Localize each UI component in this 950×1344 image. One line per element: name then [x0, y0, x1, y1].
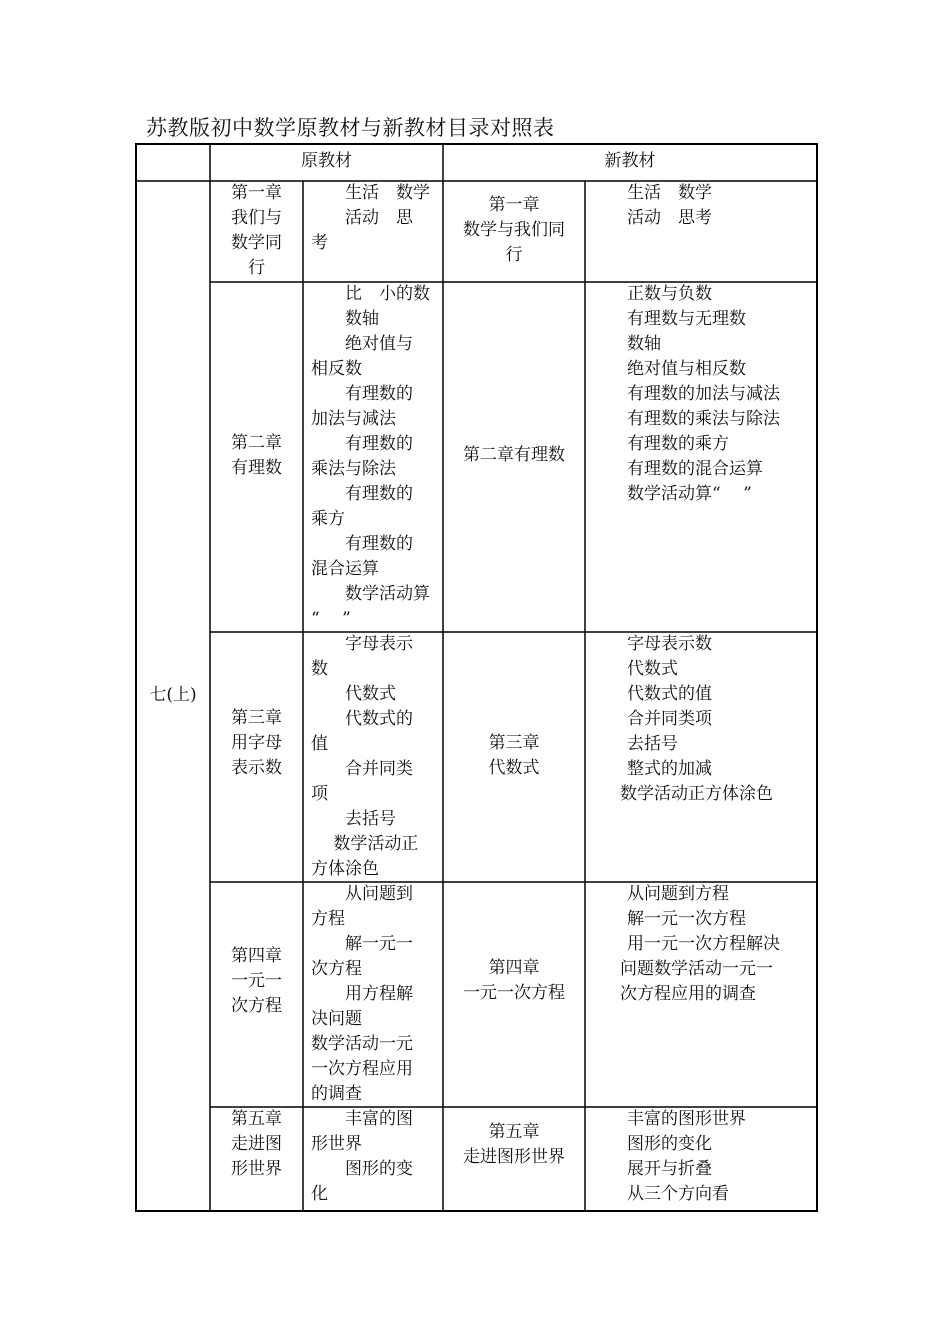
- grade-label: 七(上): [149, 685, 197, 705]
- row5-old-sections: 丰富的图 形世界 图形的变 化: [311, 1109, 413, 1204]
- row4-new-sections: 从问题到方程 解一元一次方程 用一元一次方程解决 问题数学活动一元一 次方程应用的调查: [610, 884, 780, 1004]
- row2-old-sections: 比 小的数 数轴 绝对值与 相反数 有理数的 加法与减法 有理数的 乘法与除法 有理数的 乘方 有理数的 混合运算 数学活动算 “ ”: [311, 284, 430, 629]
- header-new: 新教材: [604, 151, 656, 171]
- row3-new-sections: 字母表示数 代数式 代数式的值 合并同类项 去括号 整式的加减 数学活动正方体涂色: [610, 634, 773, 804]
- row1-new-sections: 生活 数学 活动 思考: [610, 183, 712, 228]
- row1-old-chapter: 第一章 我们与 数学同 行: [231, 183, 282, 278]
- row5-new-chapter: 第五章 走进图形世界: [463, 1122, 565, 1167]
- row3-old-chapter: 第三章 用字母 表示数: [231, 708, 282, 778]
- page-title: 苏教版初中数学原教材与新教材目录对照表: [146, 116, 555, 140]
- row2-old-chapter: 第二章 有理数: [231, 433, 282, 478]
- row5-new-sections: 丰富的图形世界 图形的变化 展开与折叠 从三个方向看: [610, 1109, 746, 1204]
- row4-old-chapter: 第四章 一元一 次方程: [231, 946, 282, 1016]
- row1-new-chapter: 第一章 数学与我们同 行: [463, 195, 565, 265]
- row2-new-chapter: 第二章有理数: [463, 445, 565, 465]
- row4-new-chapter: 第四章 一元一次方程: [463, 958, 565, 1003]
- row4-old-sections: 从问题到 方程 解一元一 次方程 用方程解 决问题 数学活动一元 一次方程应用 的调查: [311, 884, 413, 1104]
- row5-old-chapter: 第五章 走进图 形世界: [231, 1109, 282, 1179]
- row2-new-sections: 正数与负数 有理数与无理数 数轴 绝对值与相反数 有理数的加法与减法 有理数的乘法与除法 有理数的乘方 有理数的混合运算 数学活动算“ ”: [610, 284, 780, 504]
- header-old: 原教材: [301, 151, 352, 171]
- row3-new-chapter: 第三章 代数式: [488, 733, 540, 778]
- row3-old-sections: 字母表示 数 代数式 代数式的 值 合并同类 项 去括号 数学活动正 方体涂色: [311, 634, 419, 879]
- row1-old-sections: 生活 数学 活动 思 考: [311, 183, 430, 253]
